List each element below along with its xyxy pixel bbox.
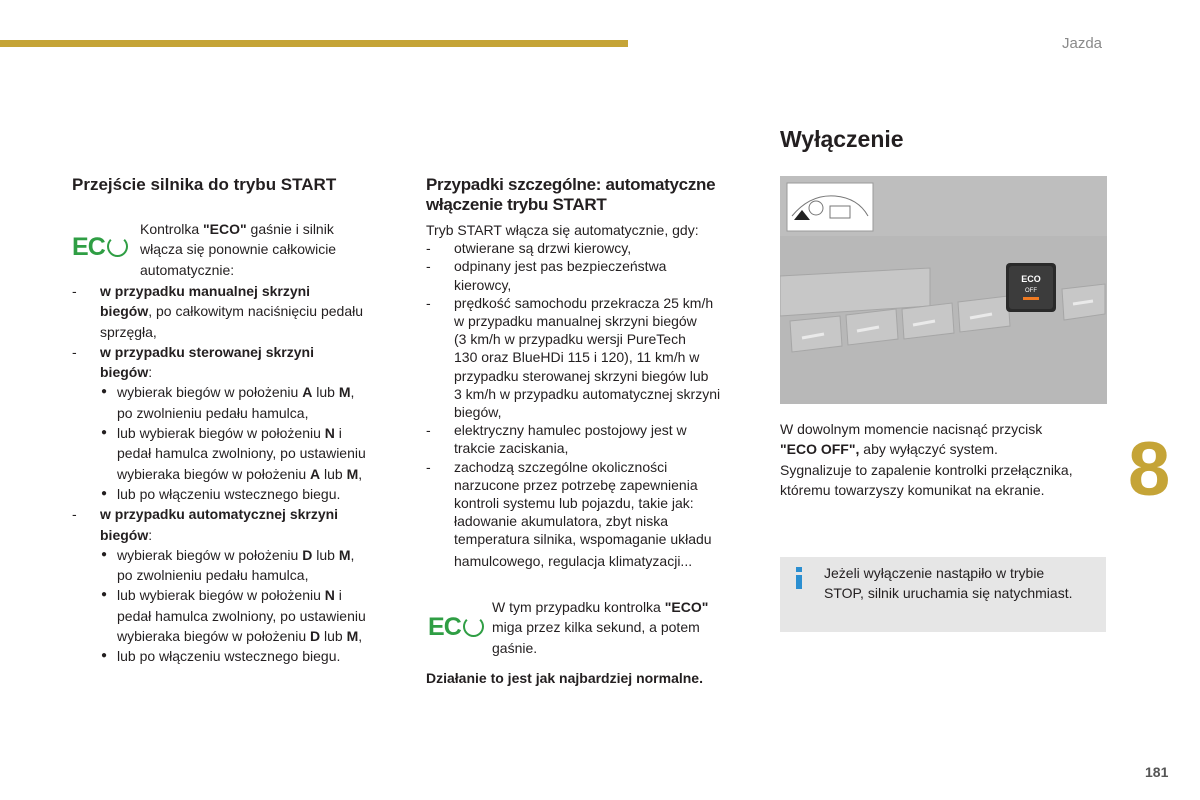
column-deactivation (780, 126, 1110, 153)
page-number: 181 (1145, 764, 1169, 780)
eco-off-button-illustration (780, 176, 1107, 404)
section-title: Jazda (1062, 35, 1103, 52)
eco-off-label-top: ECO (1021, 274, 1041, 284)
col3-body: W dowolnym momencie nacisnąć przycisk "ECO OFF", aby wyłączyć system. Sygnalizuje to zapalenie kontrolki przełącznika, któremu towarzyszy komunikat na ekranie. (780, 421, 1073, 498)
car-interior-sketch (787, 183, 873, 231)
info-note (780, 557, 1106, 632)
column-start-engine (72, 175, 402, 195)
info-icon (794, 565, 804, 596)
col2-intro: Tryb START włącza się automatycznie, gdy: (426, 222, 699, 238)
list-item: - w przypadku manualnej skrzyni biegów, po całkowitym naciśnięciu pedału sprzęgła, (72, 281, 402, 342)
list-item: ● wybierak biegów w położeniu A lub M, po zwolnieniu pedału hamulca, (101, 382, 402, 423)
col2-eco-note: W tym przypadku kontrolka "ECO" miga przez kilka sekund, a potem gaśnie. (492, 599, 709, 656)
col1-title: Przejście silnika do trybu START (72, 175, 337, 194)
list-item: ● lub wybierak biegów w położeniu N i pedał hamulca zwolniony, po ustawieniu wybieraka biegów w położeniu A lub M, (101, 423, 402, 484)
col1-list (72, 281, 402, 667)
list-item: ● lub wybierak biegów w położeniu N i pedał hamulca zwolniony, po ustawieniu wybieraka biegów w położeniu D lub M, (101, 585, 402, 646)
list-item: ● lub po włączeniu wstecznego biegu. (101, 484, 402, 504)
column-special-cases (426, 175, 761, 215)
info-text: Jeżeli wyłączenie nastąpiło w trybie STOP, silnik uruchamia się natychmiast. (824, 565, 1073, 602)
eco-icon: EC (428, 613, 484, 642)
list-item: ● wybierak biegów w położeniu D lub M, po zwolnieniu pedału hamulca, (101, 545, 402, 586)
eco-off-button (1006, 263, 1056, 312)
col3-title: Wyłączenie (780, 126, 904, 152)
col1-intro: Kontrolka "ECO" gaśnie i silnik włącza się ponownie całkowicie automatycznie: (140, 221, 337, 278)
list-item: - prędkość samochodu przekracza 25 km/h w przypadku manualnej skrzyni biegów (3 km/h w przypadku wersji PureTech 130 oraz BlueHDi 115 i 120), 11 km/h w przypadku sterowanej skrzyni biegów lub 3 km/h w przypadku automatycznej skrzyni biegów, (426, 294, 761, 421)
col2-body (426, 221, 761, 570)
col2-title: Przypadki szczególne: automatyczne włączenie trybu START (426, 175, 716, 214)
eco-icon: EC (72, 233, 128, 262)
eco-off-indicator (1023, 297, 1039, 300)
list-item: ● lub po włączeniu wstecznego biegu. (101, 646, 402, 666)
list-item: - elektryczny hamulec postojowy jest w trakcie zaciskania, (426, 421, 761, 457)
list-item: - zachodzą szczególne okoliczności narzucone przez potrzebę zapewnienia kontroli systemu lub pojazdu, takie jak: ładowanie akumulatora, zbyt niska temperatura silnika, wspomaganie układu hamulcowego, regulacja klimatyzacji... (426, 458, 761, 570)
col2-closing: Działanie to jest jak najbardziej normalne. (426, 670, 703, 686)
header-accent-bar (0, 40, 628, 47)
list-item: - w przypadku automatycznej skrzyni biegów: (72, 504, 402, 545)
dashboard-button-panel (780, 176, 1107, 404)
list-item: - otwierane są drzwi kierowcy, (426, 239, 761, 257)
eco-off-label-bottom: OFF (1025, 288, 1037, 294)
chapter-number: 8 (1128, 427, 1171, 512)
list-item: - w przypadku sterowanej skrzyni biegów: (72, 342, 402, 383)
list-item: - odpinany jest pas bezpieczeństwa kierowcy, (426, 257, 761, 293)
